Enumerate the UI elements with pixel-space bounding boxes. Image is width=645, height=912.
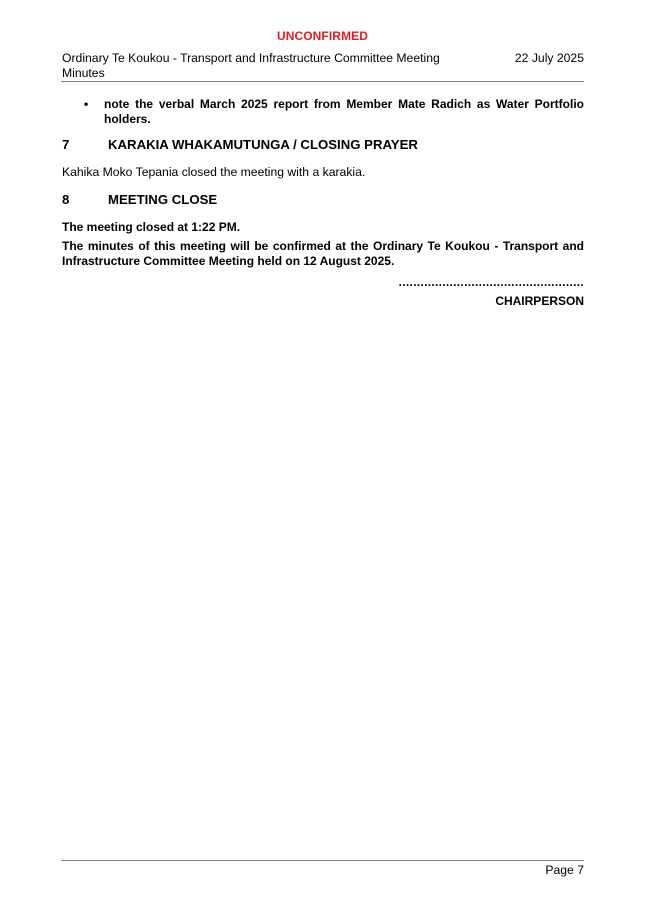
meeting-close-time: The meeting closed at 1:22 PM.	[62, 220, 241, 234]
footer-divider	[61, 860, 584, 861]
section-paragraph: Kahika Moko Tepania closed the meeting with a karakia.	[62, 165, 366, 179]
document-header-date: 22 July 2025	[514, 51, 584, 65]
header-divider	[61, 81, 584, 82]
signature-line: ...................................................	[398, 275, 584, 289]
minutes-confirmation-note: The minutes of this meeting will be confirmed at the Ordinary Te Koukou - Transport and Infrastructure Committee Meeting held on 12 August 2025.	[62, 239, 584, 268]
document-header-title: Ordinary Te Koukou - Transport and Infrastructure Committee Meeting Minutes	[62, 51, 440, 80]
status-label: UNCONFIRMED	[276, 29, 369, 43]
section-title: MEETING CLOSE	[108, 192, 218, 207]
signature-role: CHAIRPERSON	[495, 294, 584, 308]
section-title: KARAKIA WHAKAMUTUNGA / CLOSING PRAYER	[108, 137, 418, 152]
section-number: 7	[62, 137, 70, 152]
bullet-marker: •	[84, 97, 89, 111]
page-number: Page 7	[545, 863, 584, 877]
section-number: 8	[62, 192, 70, 207]
resolution-bullet-item: note the verbal March 2025 report from Member Mate Radich as Water Portfolio holders.	[104, 97, 584, 126]
